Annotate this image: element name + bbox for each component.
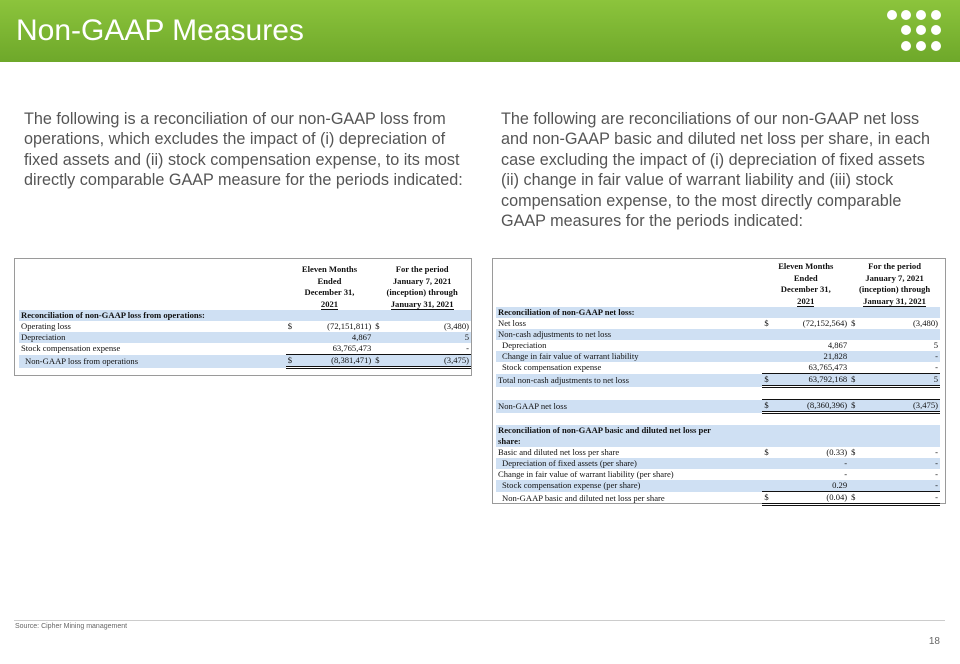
col2-header-line: January 31, 2021 [863, 295, 926, 306]
dollar-sign: $ [849, 400, 859, 413]
col1-header-line: 2021 [320, 298, 339, 309]
row-label: Non-GAAP net loss [496, 400, 762, 413]
table-row [496, 374, 940, 387]
table-row [496, 318, 940, 329]
table-row [496, 480, 940, 492]
col2-header-line: January 7, 2021 [392, 275, 452, 286]
value-cell: - [859, 458, 940, 469]
col1-header-line: Ended [317, 275, 342, 286]
col1-header-line: Eleven Months [778, 261, 834, 271]
dollar-sign: $ [849, 492, 859, 505]
dollar-sign: $ [762, 400, 772, 413]
row-label: Reconciliation of non-GAAP net loss: [496, 307, 762, 318]
table-row [496, 447, 940, 458]
value-cell: - [844, 469, 848, 479]
row-label: Total non-cash adjustments to net loss [496, 374, 762, 387]
table-row [496, 307, 940, 318]
col2-header-line: (inception) through [386, 287, 458, 297]
row-label: Change in fair value of warrant liability (per share) [498, 469, 674, 479]
col2-header-line: (inception) through [858, 284, 931, 294]
right-intro-paragraph: The following are reconciliations of our non-GAAP net loss and non-GAAP basic and diluted net loss per share, in each case excluding the impact of (i) depreciation of fixed assets (ii) change in fair value of warrant liability and (iii) stock compensation expense, to the most directly comparable GAAP measures for the periods indicated: [501, 110, 930, 231]
page-number: 18 [928, 636, 940, 647]
row-label: Reconciliation of non-GAAP loss from operations: [19, 310, 286, 321]
row-label: Non-GAAP loss from operations [19, 355, 286, 368]
value-cell: (8,360,396) [772, 400, 849, 413]
dollar-sign: $ [286, 355, 296, 368]
row-label: Stock compensation expense [502, 362, 602, 373]
table-row [19, 332, 471, 343]
value-cell: 63,765,473 [808, 362, 848, 372]
row-label: Operating loss [21, 321, 71, 331]
value-cell: 5 [933, 340, 938, 350]
col2-header-line: For the period [395, 264, 449, 274]
table-row [496, 458, 940, 469]
net-loss-reconciliation-table [496, 261, 940, 506]
row-label: Stock compensation expense (per share) [496, 480, 762, 492]
net-loss-reconciliation-table-box [492, 258, 946, 504]
col2-header-line: January 7, 2021 [865, 272, 924, 283]
dollar-sign: $ [851, 318, 856, 328]
value-cell: - [859, 492, 940, 505]
value-cell: (8,381,471) [296, 355, 373, 368]
value-cell: 5 [383, 332, 471, 343]
loss-from-operations-table-box [14, 258, 472, 376]
dollar-sign: $ [762, 492, 772, 505]
table-row [496, 469, 940, 480]
row-label [496, 413, 762, 426]
col1-header-line: December 31, [304, 287, 355, 297]
dollar-sign: $ [287, 321, 293, 331]
row-label: Change in fair value of warrant liability [496, 351, 762, 362]
value-cell: - [859, 480, 940, 492]
table-row [19, 310, 471, 321]
value-cell: - [935, 362, 938, 372]
value-cell: 63,792,168 [772, 374, 849, 387]
source-note: Source: Cipher Mining management [15, 623, 128, 630]
dollar-sign: $ [762, 374, 772, 387]
col2-header-line: January 31, 2021 [390, 298, 454, 309]
value-cell: - [859, 351, 940, 362]
table-row [19, 355, 471, 368]
value-cell: 63,765,473 [332, 343, 372, 353]
row-label: Non-GAAP basic and diluted net loss per share [502, 492, 665, 503]
col1-header-line: Ended [793, 272, 818, 283]
row-label: Reconciliation of non-GAAP basic and diluted net loss per [496, 425, 762, 436]
col1-header-line: Eleven Months [301, 264, 358, 274]
table-row [19, 343, 471, 355]
value-cell: (72,151,811) [327, 321, 372, 331]
dollar-sign: $ [373, 355, 383, 368]
left-intro-paragraph: The following is a reconciliation of our non-GAAP loss from operations, which excludes the impact of (i) depreciation of fixed assets and (ii) stock compensation expense, to its most directly comparable GAAP measure for the periods indicated: [24, 110, 463, 190]
value-cell: 4,867 [827, 340, 848, 350]
table-row [496, 492, 940, 505]
value-cell: (3,480) [443, 321, 469, 331]
dollar-sign: $ [849, 374, 859, 387]
value-cell: - [935, 469, 938, 479]
value-cell: - [935, 447, 938, 457]
table-row [496, 387, 940, 400]
value-cell: - [466, 343, 469, 353]
col1-header-line: 2021 [797, 295, 815, 306]
col1-header-line: December 31, [780, 284, 831, 294]
table-row [496, 425, 940, 436]
value-cell: (72,152,564) [802, 318, 848, 328]
value-cell: (3,475) [859, 400, 940, 413]
value-cell: (3,480) [912, 318, 938, 328]
table-row [496, 400, 940, 413]
value-cell: (0.33) [826, 447, 848, 457]
row-label: Depreciation [502, 340, 547, 350]
value-cell: 5 [859, 374, 940, 387]
col2-header-line: For the period [868, 261, 921, 271]
table-row [496, 436, 940, 447]
row-label: Depreciation of fixed assets (per share) [496, 458, 762, 469]
header-bar [0, 0, 960, 62]
row-label: Net loss [498, 318, 526, 328]
table-row [19, 321, 471, 332]
dollar-sign: $ [851, 447, 856, 457]
row-label: Non-cash adjustments to net loss [496, 329, 762, 340]
table-row [496, 351, 940, 362]
table-row [496, 413, 940, 426]
value-cell: (3,475) [383, 355, 471, 368]
dot-grid-logo-icon [886, 9, 944, 53]
value-cell: 21,828 [772, 351, 849, 362]
loss-from-operations-table [19, 264, 471, 369]
footer-divider [14, 620, 945, 621]
value-cell: (0.04) [772, 492, 849, 505]
table-row [496, 340, 940, 351]
row-label: Depreciation [19, 332, 286, 343]
value-cell: 0.29 [772, 480, 849, 492]
table-row [496, 329, 940, 340]
dollar-sign: $ [764, 447, 769, 457]
value-cell: 4,867 [296, 332, 373, 343]
table-row [496, 362, 940, 374]
row-label [496, 387, 762, 400]
dollar-sign: $ [764, 318, 769, 328]
page-title: Non-GAAP Measures [16, 14, 304, 47]
row-label: share: [496, 436, 762, 447]
dollar-sign: $ [375, 321, 380, 331]
row-label: Stock compensation expense [21, 343, 121, 354]
row-label: Basic and diluted net loss per share [498, 447, 620, 457]
value-cell: - [772, 458, 849, 469]
